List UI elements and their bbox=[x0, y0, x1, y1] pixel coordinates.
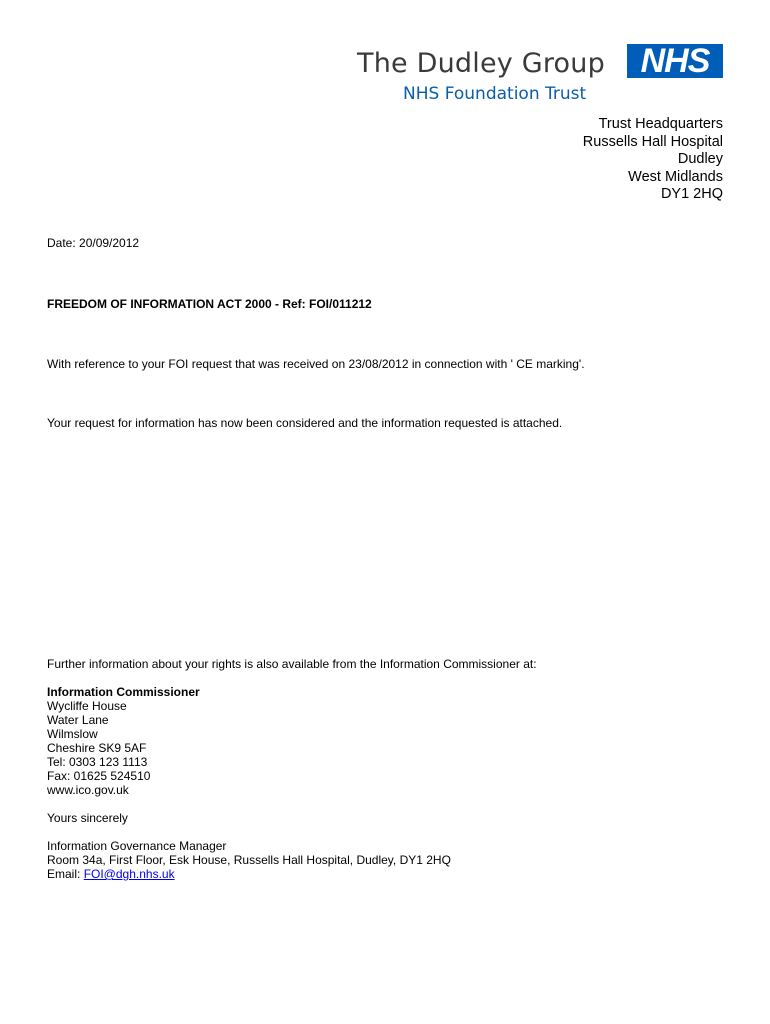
organization-subtitle: NHS Foundation Trust bbox=[403, 84, 587, 104]
further-info-paragraph: Further information about your rights is also available from the Information Commissioner at: bbox=[47, 657, 537, 671]
ico-line: Wilmslow bbox=[47, 727, 98, 741]
address-line: West Midlands bbox=[628, 168, 723, 185]
nhs-logo: NHS bbox=[627, 44, 723, 78]
signatory-address: Room 34a, First Floor, Esk House, Russells Hall Hospital, Dudley, DY1 2HQ bbox=[47, 853, 451, 867]
email-link[interactable]: FOI@dgh.nhs.uk bbox=[83, 867, 175, 881]
closing: Yours sincerely bbox=[47, 811, 128, 825]
ico-fax: Fax: 01625 524510 bbox=[47, 769, 151, 783]
ico-name: Information Commissioner bbox=[47, 685, 200, 699]
signatory-title: Information Governance Manager bbox=[47, 839, 227, 853]
ico-address bbox=[47, 685, 200, 797]
ico-website: www.ico.gov.uk bbox=[47, 783, 129, 797]
signature-block bbox=[47, 839, 451, 881]
request-paragraph: With reference to your FOI request that was received on 23/08/2012 in connection with ' CE marking'. bbox=[47, 357, 585, 371]
address-line: Russells Hall Hospital bbox=[582, 133, 723, 150]
ico-line: Water Lane bbox=[47, 713, 109, 727]
reference-heading: FREEDOM OF INFORMATION ACT 2000 - Ref: FOI/011212 bbox=[47, 297, 372, 311]
response-paragraph: Your request for information has now been considered and the information requested is attached. bbox=[47, 416, 563, 430]
address-line: Trust Headquarters bbox=[598, 116, 723, 132]
address-line: Dudley bbox=[677, 151, 723, 168]
ico-line: Wycliffe House bbox=[47, 699, 127, 713]
ico-phone: Tel: 0303 123 1113 bbox=[47, 755, 148, 769]
trust-address bbox=[583, 116, 723, 204]
ico-line: Cheshire SK9 5AF bbox=[47, 741, 147, 755]
email-label: Email: bbox=[47, 867, 84, 881]
letter-date: Date: 20/09/2012 bbox=[47, 236, 140, 250]
signatory-email bbox=[47, 867, 451, 881]
address-line: DY1 2HQ bbox=[660, 186, 723, 203]
organization-name: The Dudley Group bbox=[357, 48, 605, 79]
